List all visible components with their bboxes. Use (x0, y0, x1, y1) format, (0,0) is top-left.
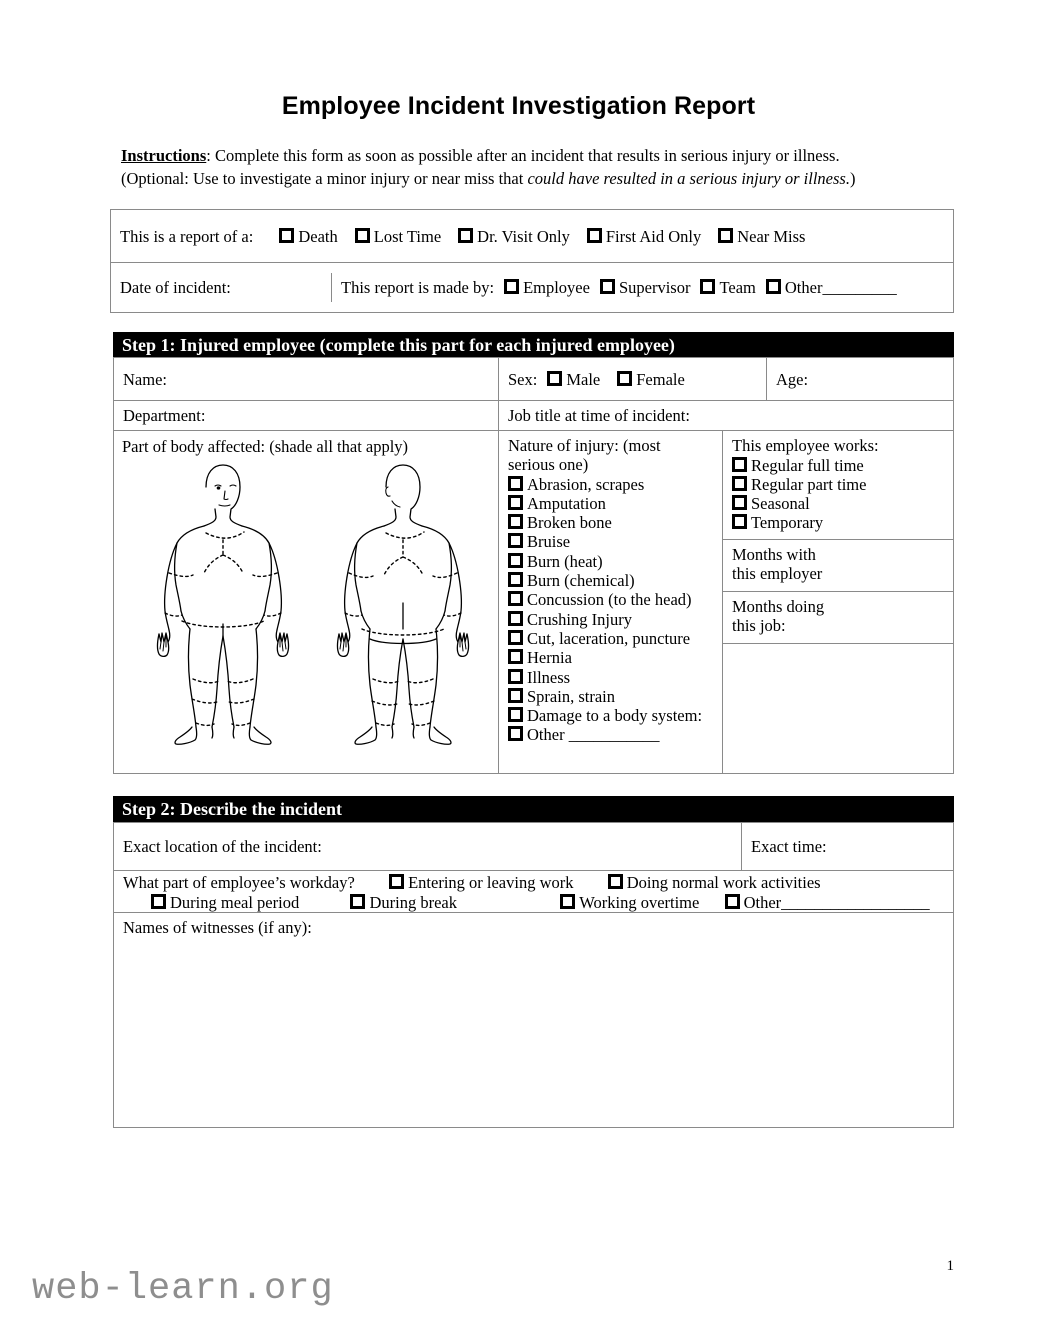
checkbox-icon[interactable] (508, 495, 523, 510)
checkbox-option-abrasion-scrapes[interactable] (508, 475, 714, 494)
checkbox-icon[interactable] (700, 279, 715, 294)
page-title: Employee Incident Investigation Report (281, 92, 756, 120)
employment-blank-area (723, 643, 953, 773)
name-label: Name: (123, 369, 167, 389)
checkbox-icon[interactable] (732, 457, 747, 472)
checkbox-icon[interactable] (560, 894, 575, 909)
page-number: 1 (946, 1258, 954, 1274)
checkbox-option-supervisor[interactable] (600, 277, 691, 298)
nature-of-injury-options (508, 475, 714, 745)
option-label: Temporary (751, 513, 824, 533)
nature-of-injury-cell (498, 431, 722, 773)
checkbox-icon[interactable] (608, 874, 623, 889)
checkbox-icon[interactable] (766, 279, 781, 294)
nature-other-blank-line[interactable]: ___________ (568, 725, 660, 745)
checkbox-icon[interactable] (508, 533, 523, 548)
checkbox-icon[interactable] (279, 228, 294, 243)
option-label: Working overtime (579, 893, 700, 912)
witnesses-label: Names of witnesses (if any): (123, 918, 312, 937)
exact-location-field[interactable] (114, 823, 741, 870)
checkbox-option-nature-other[interactable] (508, 725, 714, 744)
department-jobtitle-row (114, 400, 953, 430)
option-label: Burn (heat) (527, 551, 603, 571)
option-label: During break (369, 893, 457, 912)
checkbox-option-broken-bone[interactable] (508, 513, 714, 532)
date-of-incident-label: Date of incident: (120, 278, 231, 297)
exact-time-field[interactable] (741, 823, 953, 870)
checkbox-option-regular-full-time[interactable] (732, 456, 945, 475)
checkbox-icon[interactable] (389, 874, 404, 889)
other-blank-line[interactable]: _________ (822, 278, 897, 297)
option-label: Cut, laceration, puncture (527, 628, 691, 648)
option-label: Death (298, 226, 338, 246)
months-employer-line-2: this employer (732, 564, 823, 584)
step-2-banner: Step 2: Describe the incident (113, 796, 954, 824)
employee-works-options (732, 456, 945, 533)
option-label: Illness (527, 667, 571, 687)
checkbox-option-burn-chemical[interactable] (508, 571, 714, 590)
human-body-figures-icon[interactable] (126, 457, 486, 757)
step-1-table (113, 357, 954, 774)
option-label: Crushing Injury (527, 609, 632, 629)
option-label: Regular full time (751, 455, 864, 475)
employee-works-block (723, 431, 953, 539)
job-title-field[interactable] (498, 401, 953, 430)
instructions-line-2-suffix: ) (849, 169, 856, 188)
checkbox-option-employee[interactable] (504, 277, 590, 298)
months-doing-job-field[interactable] (723, 591, 953, 643)
checkbox-option-entering-or-leaving-work[interactable] (389, 873, 573, 892)
option-label: Broken bone (527, 513, 612, 533)
checkbox-icon[interactable] (587, 228, 602, 243)
checkbox-icon[interactable] (508, 553, 523, 568)
checkbox-option-temporary[interactable] (732, 513, 945, 532)
checkbox-icon[interactable] (732, 514, 747, 529)
name-sex-age-row (114, 358, 953, 400)
checkbox-icon[interactable] (547, 371, 562, 386)
instructions-block (121, 144, 951, 190)
option-label: Bruise (527, 532, 571, 552)
option-label: Doing normal work activities (626, 873, 821, 892)
department-label: Department: (123, 406, 206, 425)
option-label: Other (784, 278, 823, 297)
checkbox-icon[interactable] (508, 514, 523, 529)
report-made-by-cell (331, 273, 953, 302)
option-label: Near Miss (737, 226, 806, 246)
body-nature-works-row (114, 430, 953, 773)
checkbox-icon[interactable] (508, 688, 523, 703)
checkbox-option-seasonal[interactable] (732, 494, 945, 513)
workday-label: What part of employee’s workday? (123, 873, 355, 892)
incident-date-row (111, 262, 953, 312)
name-field[interactable] (114, 358, 498, 400)
option-label: Supervisor (618, 278, 691, 297)
checkbox-icon[interactable] (508, 707, 523, 722)
workday-other-blank-line[interactable]: __________________ (781, 893, 930, 912)
checkbox-icon[interactable] (508, 591, 523, 606)
checkbox-option-during-break[interactable] (350, 893, 457, 912)
exact-time-label: Exact time: (751, 837, 827, 856)
checkbox-icon[interactable] (732, 476, 747, 491)
workday-line-1 (123, 873, 945, 893)
checkbox-icon[interactable] (508, 669, 523, 684)
checkbox-option-first-aid-only[interactable] (587, 226, 701, 247)
checkbox-option-female[interactable] (617, 369, 685, 390)
option-label: Entering or leaving work (408, 873, 574, 892)
checkbox-icon[interactable] (458, 228, 473, 243)
checkbox-option-bruise[interactable] (508, 532, 714, 551)
option-label: Damage to a body system: (527, 706, 703, 726)
option-label: Employee (523, 278, 590, 297)
body-diagram-cell (114, 431, 498, 773)
option-label: Burn (chemical) (527, 571, 635, 591)
employee-works-heading: This employee works: (732, 436, 879, 455)
checkbox-option-working-overtime[interactable] (560, 893, 699, 912)
checkbox-icon[interactable] (508, 649, 523, 664)
checkbox-icon[interactable] (508, 476, 523, 491)
checkbox-option-cut-laceration-puncture[interactable] (508, 629, 714, 648)
checkbox-option-crushing-injury[interactable] (508, 610, 714, 629)
option-label: Male (566, 369, 601, 389)
checkbox-option-during-meal-period[interactable] (151, 893, 299, 912)
checkbox-icon[interactable] (508, 726, 523, 741)
option-label: Team (719, 278, 756, 297)
months-job-line-2: this job: (732, 616, 786, 636)
checkbox-icon[interactable] (151, 894, 166, 909)
option-label: First Aid Only (605, 226, 702, 246)
months-employer-line-1: Months with (732, 544, 816, 564)
option-label: Seasonal (751, 494, 810, 514)
checkbox-option-doing-normal-work-activities[interactable] (608, 873, 821, 892)
location-time-row (114, 823, 953, 870)
option-label: During meal period (170, 893, 300, 912)
checkbox-icon[interactable] (508, 611, 523, 626)
step-2-table (113, 822, 954, 1128)
department-field[interactable] (114, 401, 498, 430)
option-label: Female (636, 369, 685, 389)
checkbox-option-dr-visit-only[interactable] (458, 226, 570, 247)
checkbox-option-team[interactable] (700, 277, 755, 298)
checkbox-option-amputation[interactable] (508, 494, 714, 513)
option-label: Other (527, 725, 565, 745)
report-type-cell (111, 222, 952, 251)
checkbox-option-hernia[interactable] (508, 648, 714, 667)
checkbox-icon[interactable] (600, 279, 615, 294)
checkbox-option-concussion[interactable] (508, 590, 714, 609)
option-label: Lost Time (373, 226, 442, 246)
checkbox-option-near-miss[interactable] (718, 226, 805, 247)
body-affected-label: Part of body affected: (shade all that apply) (122, 437, 409, 456)
report-of-label: This is a report of a: (120, 226, 254, 246)
option-label: Hernia (527, 648, 572, 668)
checkbox-option-death[interactable] (279, 226, 337, 247)
checkbox-icon[interactable] (718, 228, 733, 243)
option-label: Concussion (to the head) (527, 590, 692, 610)
nature-heading-line-2: serious one) (508, 455, 589, 475)
checkbox-option-male[interactable] (547, 369, 600, 390)
checkbox-option-other[interactable] (766, 277, 823, 298)
checkbox-option-regular-part-time[interactable] (732, 475, 945, 494)
checkbox-icon[interactable] (504, 279, 519, 294)
checkbox-icon[interactable] (508, 572, 523, 587)
checkbox-option-sprain-strain[interactable] (508, 687, 714, 706)
instructions-line-1: : Complete this form as soon as possible after an incident that results in serious injury or illness. (206, 146, 840, 165)
report-type-table (110, 209, 954, 313)
option-label: Sprain, strain (527, 686, 615, 706)
checkbox-option-burn-heat[interactable] (508, 552, 714, 571)
age-field[interactable] (766, 358, 953, 400)
checkbox-icon[interactable] (725, 894, 740, 909)
checkbox-option-illness[interactable] (508, 668, 714, 687)
age-label: Age: (776, 369, 809, 389)
checkbox-icon[interactable] (617, 371, 632, 386)
report-type-row (111, 210, 953, 262)
witnesses-field[interactable] (114, 912, 953, 1127)
workday-part-row (114, 870, 953, 912)
date-of-incident-field[interactable] (111, 273, 331, 302)
checkbox-icon[interactable] (350, 894, 365, 909)
checkbox-icon[interactable] (508, 630, 523, 645)
checkbox-icon[interactable] (355, 228, 370, 243)
step-1-banner: Step 1: Injured employee (complete this part for each injured employee) (113, 332, 954, 360)
checkbox-option-lost-time[interactable] (355, 226, 441, 247)
body-figures[interactable] (126, 457, 486, 757)
nature-heading-line-1: Nature of injury: (most (508, 436, 661, 455)
checkbox-option-damage-body-system[interactable] (508, 706, 714, 725)
option-label: Abrasion, scrapes (527, 474, 645, 494)
workday-line-2 (123, 893, 945, 913)
option-label: Dr. Visit Only (477, 226, 570, 246)
instructions-label: Instructions (121, 146, 207, 165)
exact-location-label: Exact location of the incident: (123, 837, 322, 856)
sex-label: Sex: (508, 369, 538, 389)
job-title-label: Job title at time of incident: (508, 406, 690, 425)
checkbox-icon[interactable] (732, 495, 747, 510)
checkbox-option-workday-other[interactable] (725, 893, 782, 912)
option-label: Amputation (527, 493, 606, 513)
instructions-line-2-prefix: (Optional: Use to investigate a minor injury or near miss that (121, 169, 528, 188)
made-by-label: This report is made by: (341, 278, 495, 297)
option-label: Other (743, 893, 782, 912)
option-label: Regular part time (751, 474, 867, 494)
sex-cell (498, 358, 766, 400)
employment-details-cell (722, 431, 953, 773)
instructions-line-2-italic: could have resulted in a serious injury or illness. (527, 169, 850, 188)
months-job-line-1: Months doing (732, 596, 825, 616)
watermark: web-learn.org (32, 1268, 334, 1310)
months-with-employer-field[interactable] (723, 539, 953, 591)
